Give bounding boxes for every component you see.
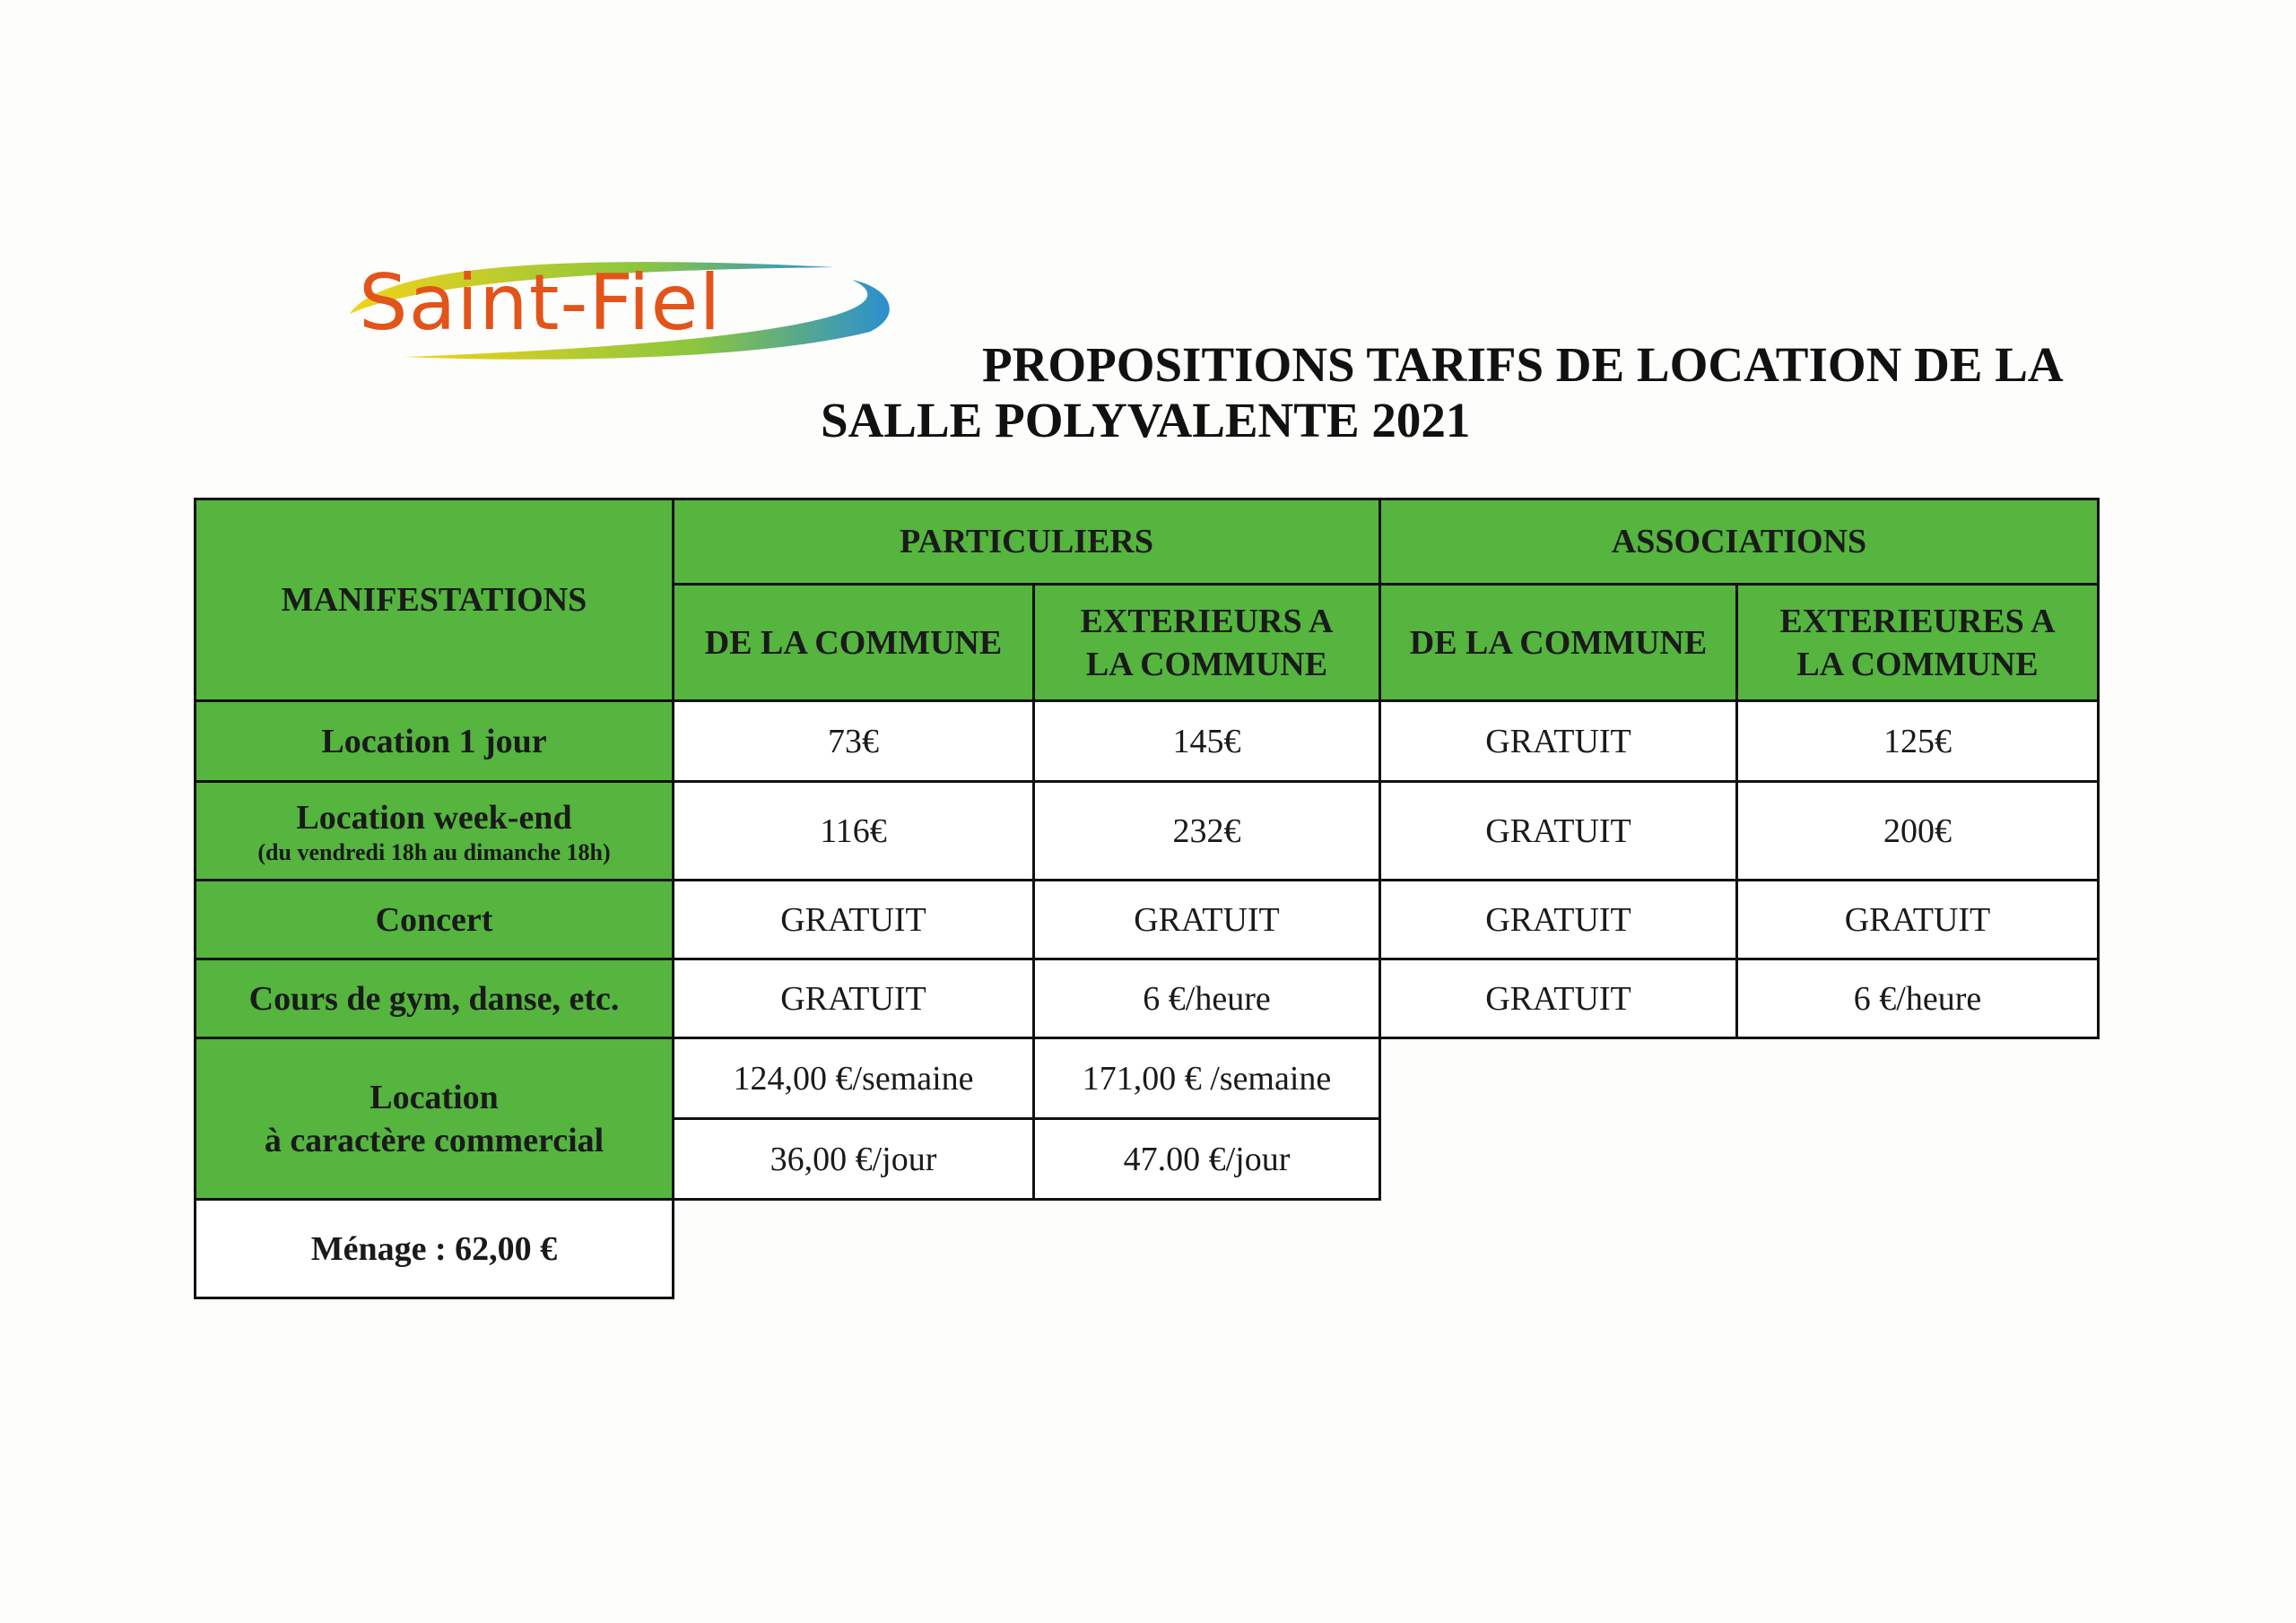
table-cell: 171,00 € /semaine xyxy=(1034,1038,1380,1119)
table-cell: 6 €/heure xyxy=(1034,959,1380,1038)
table-cell: 36,00 €/jour xyxy=(674,1119,1034,1200)
row-label: Concert xyxy=(196,881,674,959)
page-title-line-2: SALLE POLYVALENTE 2021 xyxy=(821,393,1471,447)
row-label-commercial-line1: Location xyxy=(370,1078,499,1116)
tarifs-table xyxy=(194,498,2100,1299)
logo-text: Saint-Fiel xyxy=(359,258,722,348)
table-cell: GRATUIT xyxy=(1380,959,1737,1038)
table-cell: 116€ xyxy=(674,782,1034,881)
header-asso-ext-line1: EXTERIEURES A xyxy=(1779,602,2056,640)
row-label-main: Location week-end xyxy=(296,798,572,837)
table-cell: GRATUIT xyxy=(1380,701,1737,782)
table-cell: 125€ xyxy=(1737,701,2099,782)
row-label: Location 1 jour xyxy=(196,701,674,782)
table-row xyxy=(196,881,2099,959)
header-associations: ASSOCIATIONS xyxy=(1380,499,2099,585)
table-cell: 47.00 €/jour xyxy=(1034,1119,1380,1200)
header-part-ext-line1: EXTERIEURS A xyxy=(1080,602,1334,640)
header-asso-commune: DE LA COMMUNE xyxy=(1380,585,1737,701)
table-cell: GRATUIT xyxy=(1034,881,1380,959)
header-part-ext-line2: LA COMMUNE xyxy=(1085,645,1328,683)
table-cell: GRATUIT xyxy=(1380,782,1737,881)
table-cell: 232€ xyxy=(1034,782,1380,881)
row-label: Cours de gym, danse, etc. xyxy=(196,959,674,1038)
table-cell: GRATUIT xyxy=(674,881,1034,959)
row-label-note: (du vendredi 18h au dimanche 18h) xyxy=(257,838,611,865)
table-cell: 124,00 €/semaine xyxy=(674,1038,1034,1119)
menage-cell: Ménage : 62,00 € xyxy=(196,1200,674,1298)
table-row xyxy=(196,701,2099,782)
row-label xyxy=(196,782,674,881)
saint-fiel-logo xyxy=(332,251,924,377)
table-cell: GRATUIT xyxy=(674,959,1034,1038)
header-part-exterieurs xyxy=(1034,585,1380,701)
row-label-commercial xyxy=(196,1038,674,1200)
table-cell: GRATUIT xyxy=(1737,881,2099,959)
table-cell: 200€ xyxy=(1737,782,2099,881)
header-part-commune: DE LA COMMUNE xyxy=(674,585,1034,701)
header-asso-ext-line2: LA COMMUNE xyxy=(1796,645,2039,683)
table-cell: 73€ xyxy=(674,701,1034,782)
table-cell: 145€ xyxy=(1034,701,1380,782)
header-asso-exterieures xyxy=(1737,585,2099,701)
row-label-commercial-line2: à caractère commercial xyxy=(264,1121,604,1159)
table-row xyxy=(196,782,2099,881)
table-cell: 6 €/heure xyxy=(1737,959,2099,1038)
page-title-line-1: PROPOSITIONS TARIFS DE LOCATION DE LA xyxy=(982,337,2064,392)
table-row xyxy=(196,1038,2099,1119)
table-row xyxy=(196,959,2099,1038)
header-particuliers: PARTICULIERS xyxy=(674,499,1380,585)
header-manifestations: MANIFESTATIONS xyxy=(196,499,674,701)
table-cell: GRATUIT xyxy=(1380,881,1737,959)
